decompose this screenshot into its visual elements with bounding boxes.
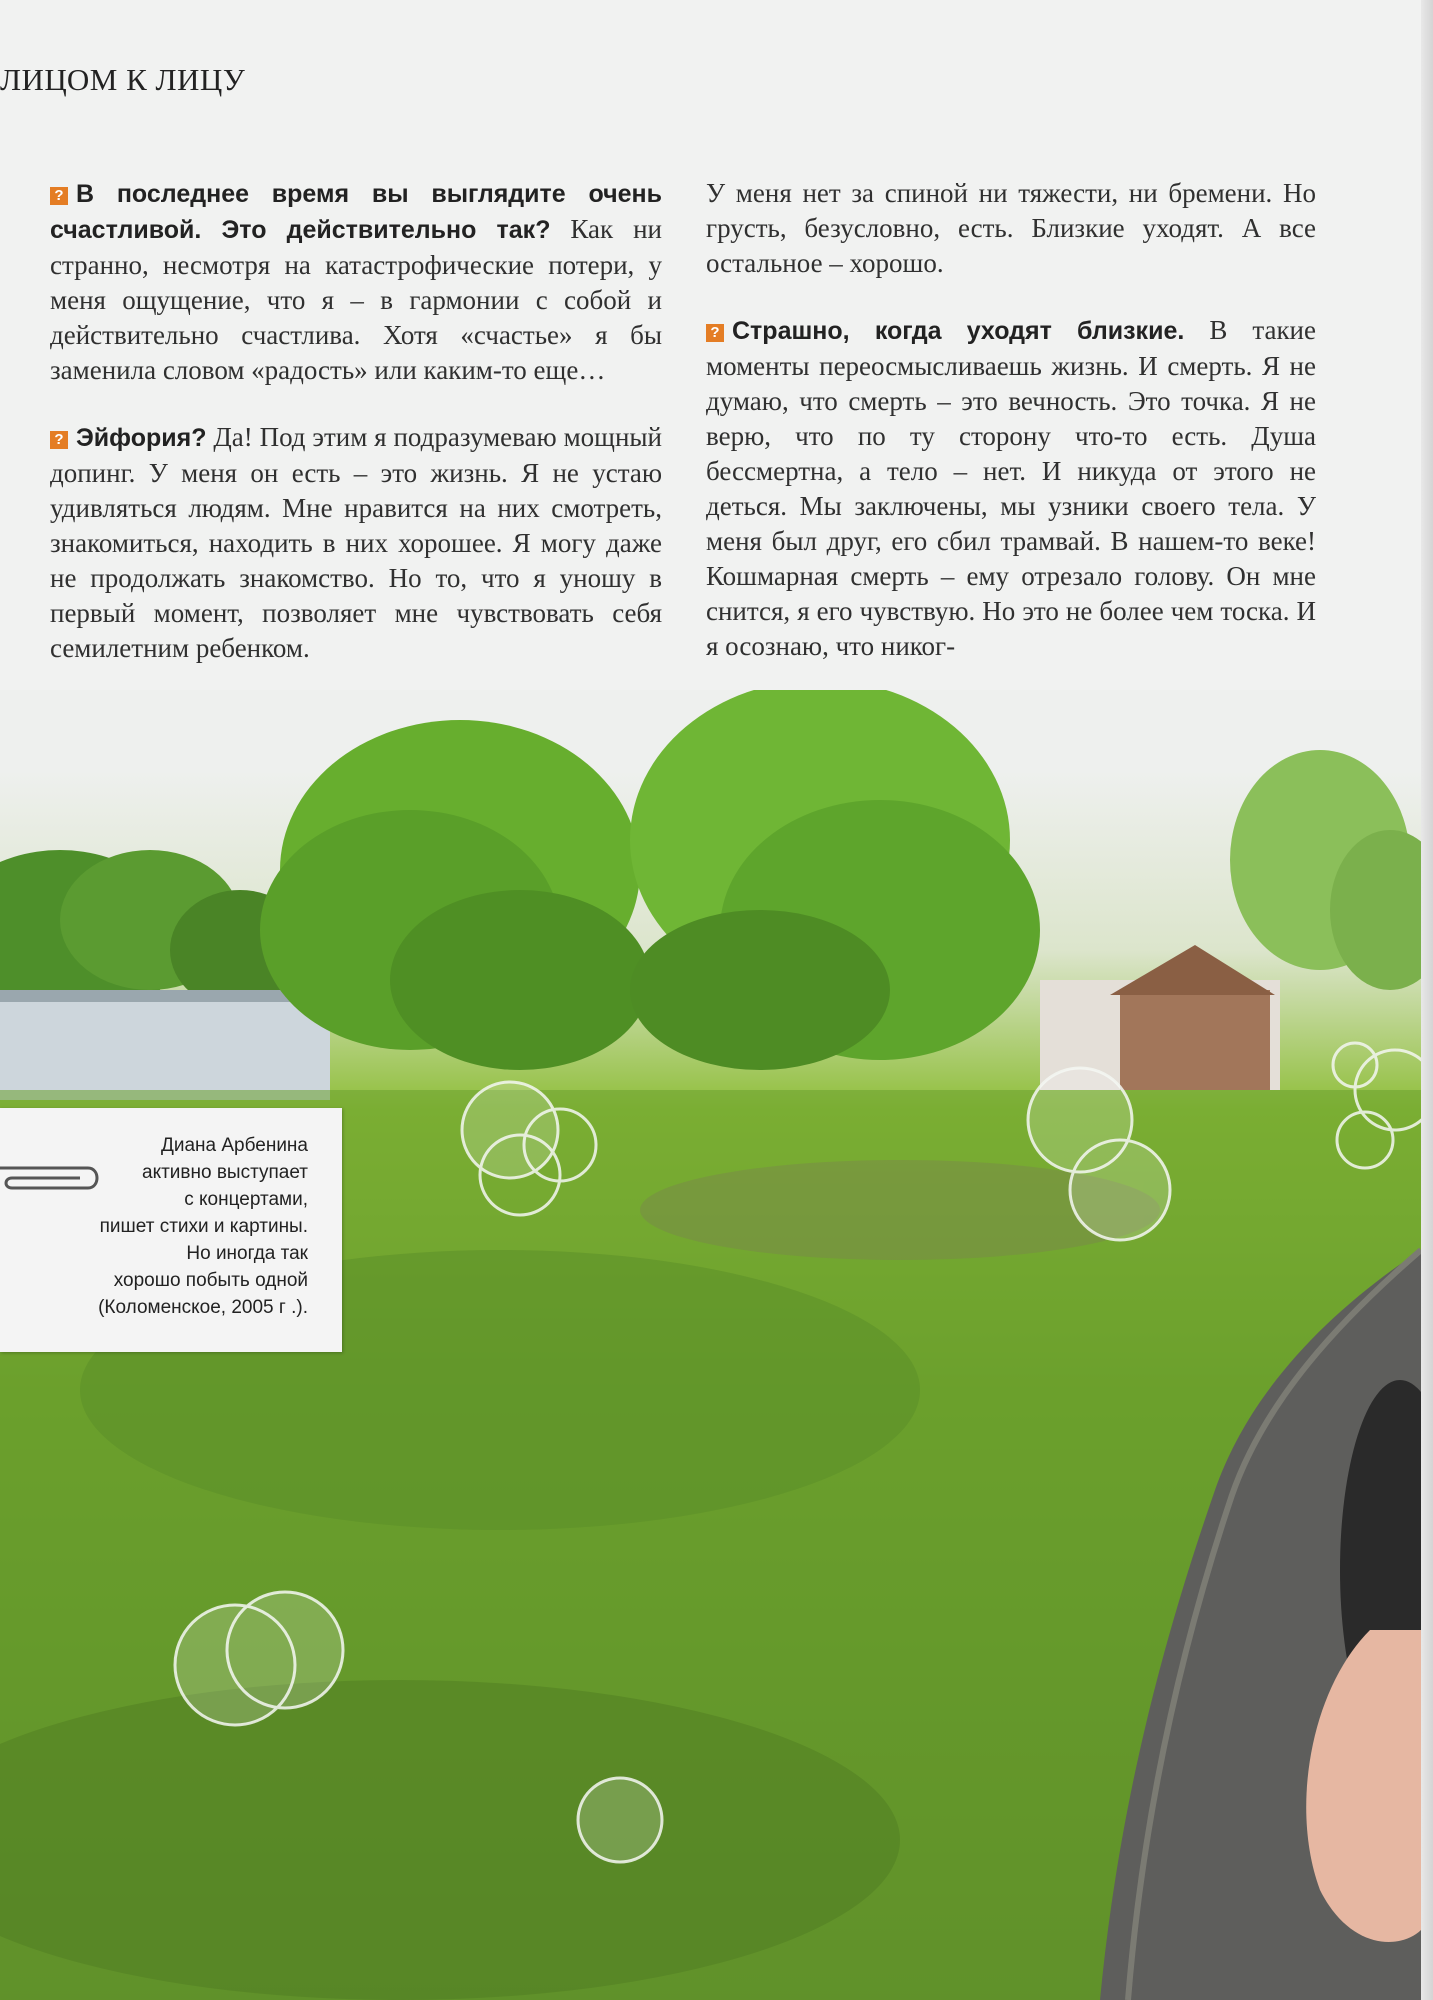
question-happiness: В последнее время вы выглядите очень счастливой. Это действительно так? — [50, 180, 662, 244]
answer-euphoria: Да! Под этим я подразумеваю мощный допинг. У меня он есть – это жизнь. Я не устаю удивляться людям. Мне нравится на них смотреть, знакомиться, находить в них хорошее. Я могу даже не продолжать знакомство. Но то, что я уношу в первый момент, позволяет мне чувствовать себя семилетним ребенком. — [50, 422, 662, 663]
paper-clip-icon — [0, 1158, 110, 1198]
qa-block-loss — [706, 313, 1316, 664]
qa-block-happiness — [50, 176, 662, 388]
article-right-column — [706, 176, 1316, 696]
question-marker-icon: ? — [50, 187, 68, 205]
question-marker-icon: ? — [50, 431, 68, 449]
photo-caption-text: Диана Арбенина активно выступает с концертами, пишет стихи и картины. Но иногда так хорошо побыть одной (Коломенское, 2005 г .). — [98, 1135, 308, 1318]
photo-caption — [0, 1108, 342, 1352]
answer-happiness: Как ни странно, несмотря на катастрофические потери, у меня ощущение, что я – в гармонии с собой и действительно счастлива. Хотя «счастье» я бы заменила словом «радость» или каким-то еще… — [50, 214, 662, 385]
question-euphoria: Эйфория? — [76, 424, 207, 452]
answer-loss: В такие моменты переосмысливаешь жизнь. И смерть. Я не думаю, что смерть – это вечность. Это точка. Я не верю, что по ту сторону что-то есть. Душа бессмертна, а тело – нет. И никуда от этого не деться. Мы заключены, мы узники своего тела. У меня был друг, его сбил трамвай. В нашем-то веке! Кошмарная смерть – ему отрезало голову. Он мне снится, я его чувствую. Но это не более чем тоска. И я осознаю, что никог- — [706, 315, 1316, 661]
question-marker-icon: ? — [706, 324, 724, 342]
question-loss: Страшно, когда уходят близкие. — [732, 317, 1185, 345]
section-header: ЛИЦОМ К ЛИЦУ — [0, 62, 246, 97]
article-left-column — [50, 176, 662, 698]
qa-block-euphoria — [50, 420, 662, 666]
page-edge — [1421, 0, 1433, 2000]
answer-continuation: У меня нет за спиной ни тяжести, ни бремени. Но грусть, безусловно, есть. Близкие уходят. А все остальное – хорошо. — [706, 178, 1316, 278]
